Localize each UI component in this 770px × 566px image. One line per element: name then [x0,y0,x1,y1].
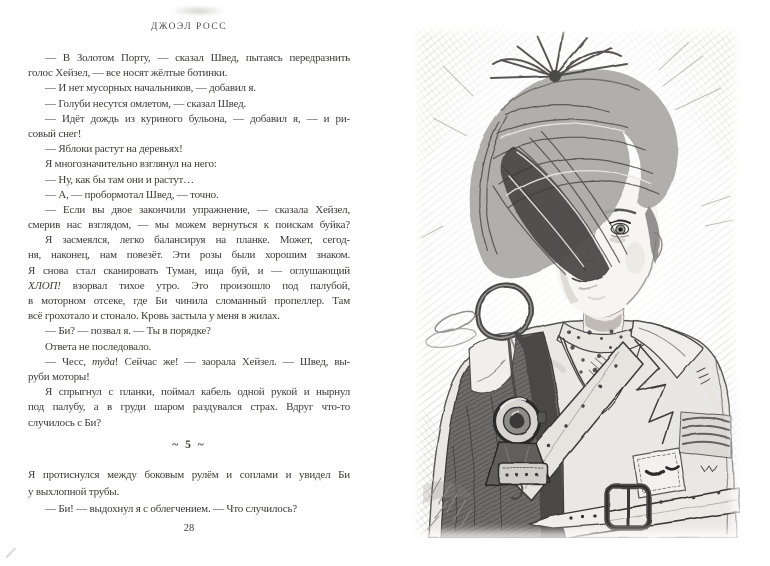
section-break: ~ 5 ~ [172,438,206,451]
text-line: — И нет мусорных начальников, — добавил я. [45,82,256,95]
text-line: Ответа не последовало. [45,340,152,353]
text-line: — Если вы двое закончили упражнение, — сказала Хейзел, [45,203,350,216]
text-line: — Яблоки растут на деревьях! [45,143,183,156]
text-line: — В Золотом Порту, — сказал Швед, пытаясь передразнить [45,52,350,64]
text-line: ХЛОП! взорвал тихое утро. Это произошло под палубой, [28,279,350,292]
text-line: Я протиснулся между боковым рулём и соплами и увидел Би [28,468,350,481]
text-line: Я засмеялся, легко балансируя на планке. Может, сегод- [45,234,350,247]
text-line: Я спрыгнул с планки, поймал кабель одной рукой и нырнул [45,386,350,399]
text-line: всё грохотало и стонало. Кровь застыла у меня в жилах. [28,310,280,323]
text-line: — Идёт дождь из куриного бульона, — добавил я, — и ри- [45,112,350,125]
text-line: — А, — пробормотал Швед, — точно. [45,188,219,201]
text-line: руби моторы! [28,370,90,383]
text-line: голос Хейзел, — все носят жёлтые ботинки. [28,67,228,80]
running-head-author: ДЖОЭЛ РОСС [150,22,228,32]
text-line: ня, наконец, нам повезёт. Эти розы были хорошим знаком. [28,249,350,262]
text-line: в моторном отсеке, где Би чинила сломанный пропеллер. Там [28,295,350,307]
text-line: — Би! — выдохнул я с облегчением. — Что случилось? [45,503,297,516]
text-line: совый снег! [28,127,82,140]
text-line: случилось с Би? [28,416,101,429]
text-line: смерив нас взглядом, — мы можем вернуться к поискам буйка? [28,219,350,232]
text-line: — Би? — позвал я. — Ты в порядке? [45,325,211,338]
illustration [413,26,740,538]
text-line: — Голуби несутся омлетом, — сказал Швед. [45,97,247,110]
text-line: под палубу, а в груди шаром раздувался страх. Вдруг что-то [28,401,350,414]
text-line: — Чесс, туда! Сейчас же! — заорала Хейзел. — Швед, вы- [45,355,350,368]
text-line: Я снова стал сканировать Туман, ища буй, и — оглушающий [28,264,350,277]
text-line: у выхлопной трубы. [28,486,120,499]
text-line: Я многозначительно взглянул на него: [45,158,217,171]
text-line: — Ну, как бы там они и растут… [45,173,194,186]
page-number: 28 [183,523,195,534]
